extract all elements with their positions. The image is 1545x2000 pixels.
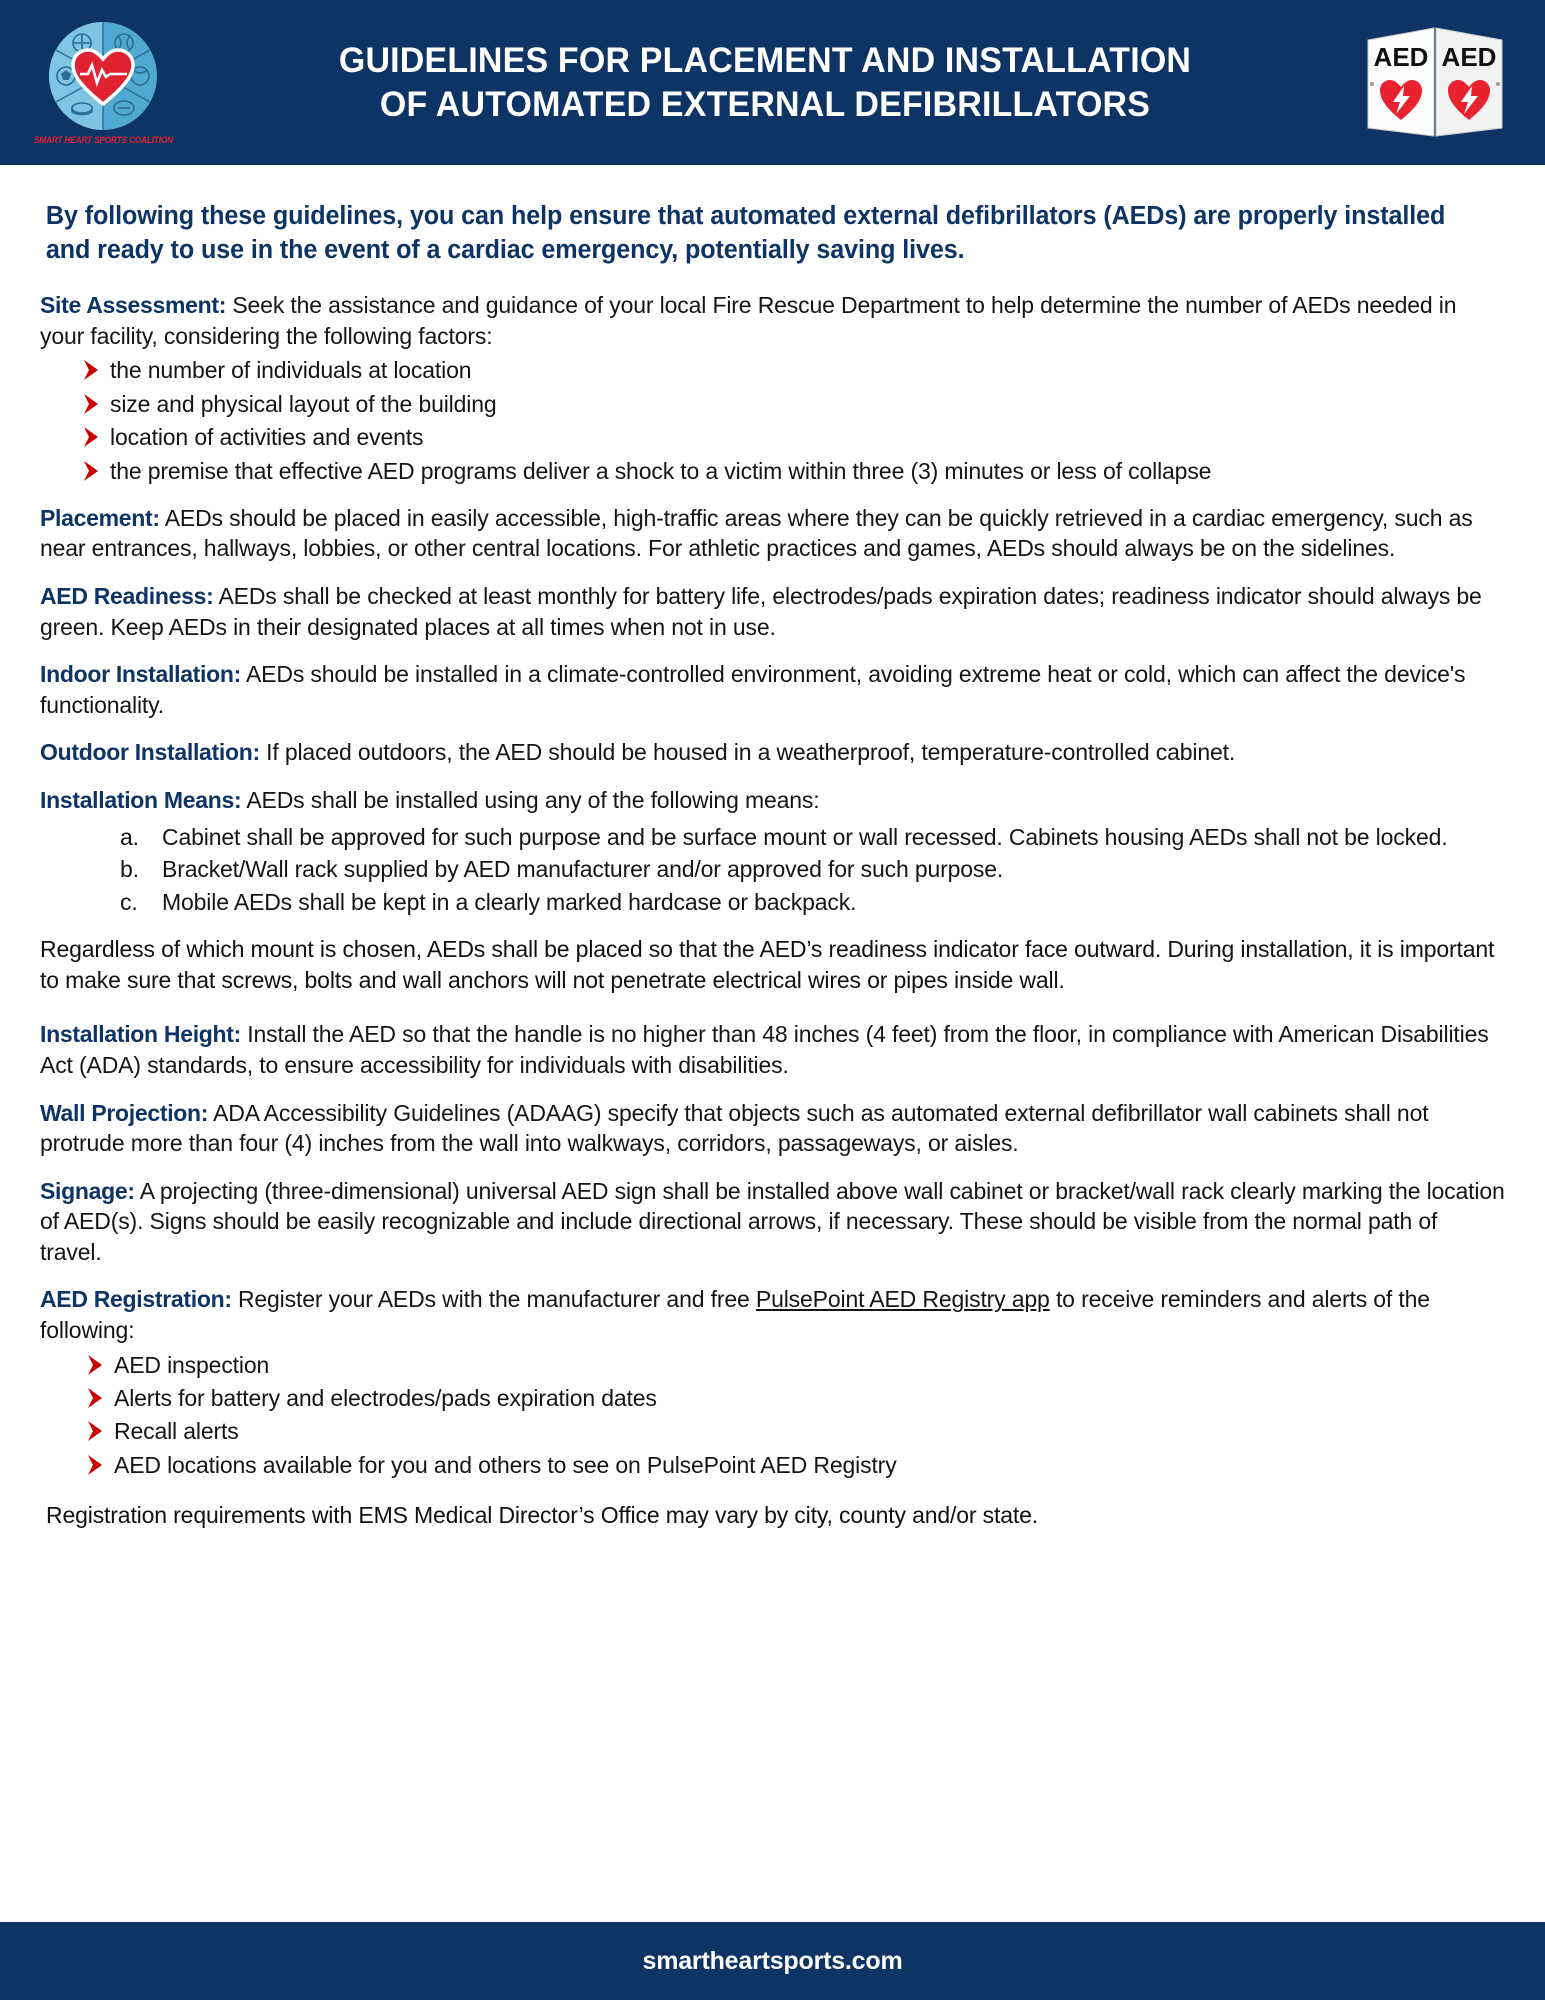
organization-logo [28, 20, 178, 145]
page-header [0, 0, 1545, 165]
list-item-marker: c. [120, 888, 138, 915]
list-item-label: Alerts for battery and electrodes/pads expiration dates [114, 1384, 657, 1411]
indoor-installation-paragraph [40, 659, 1505, 720]
page-title-line1: GUIDELINES FOR PLACEMENT AND INSTALLATION [338, 40, 1192, 80]
arrow-bullet-icon [82, 459, 100, 481]
arrow-bullet-icon [82, 358, 100, 380]
aed-projecting-sign [1352, 24, 1517, 142]
list-item [86, 1350, 1505, 1380]
installation-means-body: AEDs shall be installed using any of the following means: [241, 786, 820, 813]
aed-registration-paragraph [40, 1284, 1505, 1345]
list-item [120, 854, 1505, 885]
site-assessment-lead: Site Assessment: [40, 292, 227, 319]
list-item-label: Bracket/Wall rack supplied by AED manufacturer and/or approved for such purpose. [162, 856, 1004, 883]
arrow-bullet-icon [86, 1353, 104, 1375]
aed-registration-bullet-list [40, 1350, 1505, 1480]
list-item-label: AED inspection [114, 1351, 270, 1378]
aed-sign-icon [1360, 24, 1510, 142]
list-item-marker: b. [120, 856, 139, 883]
svg-text:AED: AED [1373, 41, 1428, 72]
arrow-bullet-icon [82, 392, 100, 414]
arrow-bullet-icon [86, 1453, 104, 1475]
list-item [86, 1416, 1505, 1446]
arrow-bullet-icon [86, 1419, 104, 1441]
list-item-label: size and physical layout of the building [110, 390, 497, 417]
list-item-label: Mobile AEDs shall be kept in a clearly marked hardcase or backpack. [162, 888, 857, 915]
section-indoor-installation [40, 659, 1505, 720]
list-item-label: Cabinet shall be approved for such purpose and be surface mount or wall recessed. Cabinets housing AEDs shall not be locked. [162, 823, 1448, 850]
installation-means-lead: Installation Means: [40, 786, 242, 813]
section-placement [40, 503, 1505, 564]
section-installation-means [40, 785, 1505, 917]
site-assessment-body: Seek the assistance and guidance of your local Fire Rescue Department to help determine the number of AEDs needed in your facility, considering the following factors: [40, 292, 1457, 349]
registration-footnote: Registration requirements with EMS Medical Director’s Office may vary by city, county and/or state. [46, 1502, 1038, 1528]
list-item [120, 887, 1505, 918]
section-wall-projection [40, 1098, 1505, 1159]
page-title-line2: OF AUTOMATED EXTERNAL DEFIBRILLATORS [379, 84, 1151, 124]
site-assessment-paragraph [40, 290, 1505, 351]
list-item [82, 355, 1505, 385]
list-item [82, 422, 1505, 452]
arrow-bullet-icon [86, 1386, 104, 1408]
installation-height-body: Install the AED so that the handle is no higher than 48 inches (4 feet) from the floor, in compliance with American Disabilities Act (ADA) standards, to ensure accessibility for individuals with disabilities. [40, 1021, 1489, 1078]
outdoor-installation-lead: Outdoor Installation: [40, 739, 260, 766]
wall-projection-body: ADA Accessibility Guidelines (ADAAG) specify that objects such as automated external defibrillator wall cabinets shall not protrude more than four (4) inches from the wall into walkways, corridors, passageways, or aisles. [40, 1099, 1429, 1157]
list-item-label: the premise that effective AED programs deliver a shock to a victim within three (3) minutes or less of collapse [110, 457, 1212, 484]
intro-statement: By following these guidelines, you can help ensure that automated external defibrillators (AEDs) are properly installed and ready to use in the event of a cardiac emergency, potentially saving lives. [45, 202, 1446, 265]
installation-height-lead: Installation Height: [40, 1021, 242, 1048]
signage-body: A projecting (three-dimensional) universal AED sign shall be installed above wall cabinet or bracket/wall rack clearly marking the location of AED(s). Signs should be easily recognizable and include directional arrows, if necessary. These should be visible from the normal path of travel. [40, 1177, 1505, 1265]
outdoor-installation-paragraph [40, 737, 1505, 768]
list-item-label: location of activities and events [110, 424, 424, 451]
section-installation-height [40, 1019, 1505, 1080]
list-item-label: Recall alerts [114, 1418, 239, 1445]
wall-projection-paragraph [40, 1098, 1505, 1159]
installation-means-lettered-list [40, 822, 1505, 918]
site-assessment-bullet-list [40, 355, 1505, 485]
footer-website[interactable]: smartheartsports.com [642, 1946, 903, 1975]
placement-body: AEDs should be placed in easily accessible, high-traffic areas where they can be quickly retrieved in a cardiac emergency, such as near entrances, hallways, lobbies, or other central locations. For athletic practices and games, AEDs should always be on the sidelines. [40, 504, 1473, 562]
arrow-bullet-icon [82, 425, 100, 447]
aed-readiness-paragraph [40, 581, 1505, 642]
page-title [196, 39, 1335, 127]
placement-paragraph [40, 503, 1505, 564]
document-body [0, 165, 1545, 1531]
aed-readiness-lead: AED Readiness: [40, 583, 214, 610]
indoor-installation-body: AEDs should be installed in a climate-controlled environment, avoiding extreme heat or cold, which can affect the device's functionality. [40, 661, 1466, 718]
aed-registration-body-after-link: to receive reminders and alerts of the following: [40, 1286, 1430, 1343]
sports-wheel-heart-icon [47, 20, 159, 132]
list-item [82, 389, 1505, 419]
list-item-marker: a. [120, 823, 139, 850]
pulsepoint-registry-link[interactable]: PulsePoint AED Registry app [755, 1286, 1050, 1313]
installation-height-paragraph [40, 1019, 1505, 1080]
aed-readiness-body: AEDs shall be checked at least monthly for battery life, electrodes/pads expiration dates; readiness indicator should always be green. Keep AEDs in their designated places at all times when not in use. [40, 583, 1482, 640]
section-aed-readiness [40, 581, 1505, 642]
list-item-label: the number of individuals at location [110, 357, 472, 384]
list-item [86, 1383, 1505, 1413]
placement-lead: Placement: [40, 504, 160, 531]
list-item [86, 1450, 1505, 1480]
svg-text:AED: AED [1441, 41, 1496, 72]
section-site-assessment [40, 290, 1505, 486]
outdoor-installation-body: If placed outdoors, the AED should be housed in a weatherproof, temperature-controlled cabinet. [259, 739, 1236, 766]
section-outdoor-installation [40, 737, 1505, 768]
section-aed-registration [40, 1284, 1505, 1480]
page-footer [0, 1922, 1545, 2000]
installation-means-paragraph [40, 785, 1505, 816]
mount-note-paragraph: Regardless of which mount is chosen, AEDs shall be placed so that the AED’s readiness indicator face outward. During installation, it is important to make sure that screws, bolts and wall anchors will not penetrate electrical wires or pipes inside wall. [40, 936, 1495, 994]
list-item [82, 456, 1505, 486]
wall-projection-lead: Wall Projection: [40, 1099, 209, 1126]
list-item-label: AED locations available for you and others to see on PulsePoint AED Registry [114, 1451, 897, 1478]
signage-paragraph [40, 1176, 1505, 1268]
aed-registration-body-before-link: Register your AEDs with the manufacturer and free [231, 1286, 756, 1313]
logo-caption: SMART HEART SPORTS COALITION [33, 135, 173, 145]
section-signage [40, 1176, 1505, 1268]
indoor-installation-lead: Indoor Installation: [40, 661, 241, 688]
list-item [120, 822, 1505, 853]
aed-registration-lead: AED Registration: [40, 1286, 232, 1313]
signage-lead: Signage: [40, 1177, 135, 1204]
